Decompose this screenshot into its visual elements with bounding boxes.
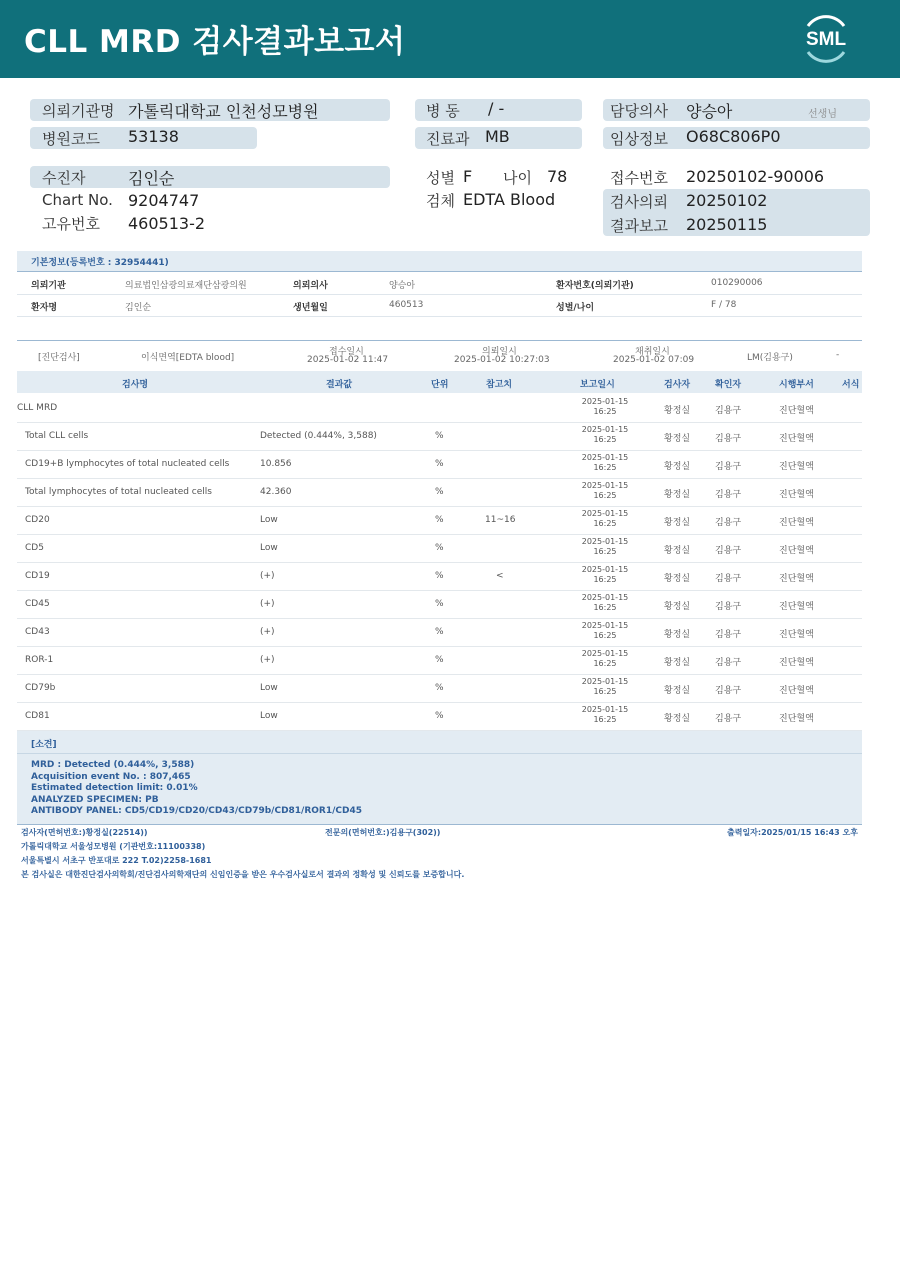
exam-collect-value: 2025-01-02 07:09 — [613, 355, 695, 365]
row-result: 42.360 — [260, 487, 292, 497]
col-ref: 참고치 — [486, 380, 513, 390]
exam-category: [진단검사] — [38, 353, 80, 363]
row-result: (+) — [260, 599, 275, 609]
institution-value: 가톨릭대학교 인천성모병원 — [128, 102, 319, 121]
id-label: 고유번호 — [42, 215, 100, 233]
basic-sexage-label: 성별/나이 — [556, 303, 595, 313]
report-label: 결과보고 — [610, 217, 668, 235]
footer-lab: 가톨릭대학교 서울성모병원 (기관번호:11100338) — [21, 842, 206, 851]
exam-receipt-label: 접수일시 — [329, 347, 364, 357]
table-row — [17, 702, 862, 731]
row-checker: 김용구 — [715, 602, 742, 612]
row-test-name: ROR-1 — [25, 655, 54, 665]
row-result: Detected (0.444%, 3,588) — [260, 431, 377, 441]
findings-line: MRD : Detected (0.444%, 3,588) — [31, 760, 195, 770]
row-dept: 진단혈액 — [779, 518, 814, 528]
basic-info-title: 기본정보(등록번호 : 32954441) — [31, 258, 169, 268]
logo-text: SML — [805, 29, 847, 50]
sex-label: 성별 — [426, 169, 455, 187]
table-row — [17, 562, 862, 591]
table-row — [17, 478, 862, 507]
row-report-date: 2025-01-15 16:25 — [581, 621, 629, 640]
row-result: Low — [260, 683, 278, 693]
col-test-name: 검사명 — [122, 380, 149, 390]
row-unit: % — [435, 487, 444, 497]
row-test-name: CD45 — [25, 599, 50, 609]
row-report-date: 2025-01-15 16:25 — [581, 397, 629, 416]
row-checker: 김용구 — [715, 714, 742, 724]
exam-dash: - — [836, 350, 840, 360]
doctor-label: 담당의사 — [610, 102, 668, 120]
table-row — [17, 590, 862, 619]
ward-label: 병 동 — [426, 102, 460, 120]
row-dept: 진단혈액 — [779, 462, 814, 472]
basic-doc-label: 의뢰의사 — [293, 281, 328, 291]
row-test-name: CD20 — [25, 515, 50, 525]
col-result: 결과값 — [326, 380, 353, 390]
report-value: 20250115 — [686, 215, 768, 234]
footer-tester: 검사자(면허번호:)황정실(22514)) — [21, 828, 148, 837]
row-checker: 김용구 — [715, 630, 742, 640]
row-tester: 황정실 — [664, 406, 691, 416]
hospital-code-label: 병원코드 — [42, 130, 100, 148]
row-test-name: CD79b — [25, 683, 56, 693]
request-label: 검사의뢰 — [610, 193, 668, 211]
footer-address: 서울특별시 서초구 반포대로 222 T.02)2258-1681 — [21, 856, 212, 865]
row-test-name: CD19 — [25, 571, 50, 581]
row-result: (+) — [260, 571, 275, 581]
exam-request-label: 의뢰일시 — [482, 347, 517, 357]
receipt-value: 20250102-90006 — [686, 167, 825, 186]
row-result: Low — [260, 543, 278, 553]
col-checker: 확인자 — [715, 380, 742, 390]
basic-name-label: 환자명 — [31, 303, 58, 313]
clinical-value: O68C806P0 — [686, 127, 781, 146]
hospital-code-value: 53138 — [128, 127, 179, 146]
row-ref: 11~16 — [485, 515, 516, 525]
row-unit: % — [435, 655, 444, 665]
table-row — [17, 422, 862, 451]
chart-label: Chart No. — [42, 191, 113, 209]
row-checker: 김용구 — [715, 686, 742, 696]
findings-body — [17, 754, 862, 824]
row-tester: 황정실 — [664, 434, 691, 444]
row-dept: 진단혈액 — [779, 546, 814, 556]
divider — [17, 271, 862, 272]
dept-value: MB — [485, 127, 510, 146]
basic-info-header — [17, 251, 862, 272]
table-row — [17, 534, 862, 563]
basic-birth-value: 460513 — [389, 300, 424, 310]
receipt-label: 접수번호 — [610, 169, 668, 187]
report-header — [0, 0, 900, 78]
basic-inst-value: 의료법인삼광의료재단삼광의원 — [125, 281, 247, 291]
exam-receipt-value: 2025-01-02 11:47 — [307, 355, 389, 365]
table-row — [17, 450, 862, 479]
basic-pno-value: 010290006 — [711, 278, 763, 288]
institution-label: 의뢰기관명 — [42, 102, 115, 120]
findings-line: ANALYZED SPECIMEN: PB — [31, 794, 159, 805]
row-test-name: CD5 — [25, 543, 44, 553]
row-report-date: 2025-01-15 16:25 — [581, 649, 629, 668]
sml-logo — [796, 12, 856, 66]
report-title: CLL MRD 검사결과보고서 — [24, 24, 406, 60]
findings-line: Acquisition event No. : 807,465 — [31, 771, 191, 782]
row-tester: 황정실 — [664, 546, 691, 556]
specimen-value: EDTA Blood — [463, 190, 556, 209]
basic-name-value: 김인순 — [125, 303, 152, 313]
row-unit: % — [435, 543, 444, 553]
clinical-label: 임상정보 — [610, 130, 668, 148]
doctor-suffix: 선생님 — [808, 109, 837, 120]
ward-value: / - — [488, 99, 505, 118]
row-report-date: 2025-01-15 16:25 — [581, 453, 629, 472]
row-tester: 황정실 — [664, 462, 691, 472]
row-dept: 진단혈액 — [779, 602, 814, 612]
table-row — [17, 506, 862, 535]
row-dept: 진단혈액 — [779, 686, 814, 696]
row-checker: 김용구 — [715, 658, 742, 668]
footer-printed: 출력일자:2025/01/15 16:43 오후 — [727, 828, 858, 837]
row-unit: % — [435, 627, 444, 637]
table-row — [17, 646, 862, 675]
basic-sexage-value: F / 78 — [711, 300, 737, 310]
row-report-date: 2025-01-15 16:25 — [581, 565, 629, 584]
doctor-value: 양승아 — [686, 102, 733, 121]
row-result: (+) — [260, 627, 275, 637]
col-form: 서식 — [842, 380, 860, 390]
row-tester: 황정실 — [664, 518, 691, 528]
divider — [17, 316, 862, 317]
patient-label: 수진자 — [42, 169, 86, 187]
row-test-name: CD43 — [25, 627, 50, 637]
row-test-name: CLL MRD — [17, 403, 58, 413]
row-unit: % — [435, 515, 444, 525]
exam-request-value: 2025-01-02 10:27:03 — [454, 355, 550, 365]
row-report-date: 2025-01-15 16:25 — [581, 425, 629, 444]
chart-value: 9204747 — [128, 191, 200, 210]
exam-specimen: 이식면역[EDTA blood] — [141, 353, 235, 363]
row-unit: % — [435, 599, 444, 609]
exam-collect-label: 채취일시 — [635, 347, 670, 357]
row-dept: 진단혈액 — [779, 434, 814, 444]
row-tester: 황정실 — [664, 658, 691, 668]
row-checker: 김용구 — [715, 574, 742, 584]
footer-cert: 본 검사실은 대한진단검사의학회/진단검사의학재단의 신임인증을 받은 우수검사실로서 결과의 정확성 및 신뢰도를 보증합니다. — [21, 870, 465, 879]
row-unit: % — [435, 459, 444, 469]
row-dept: 진단혈액 — [779, 490, 814, 500]
findings-header — [17, 731, 862, 754]
basic-birth-label: 생년월일 — [293, 303, 328, 313]
row-report-date: 2025-01-15 16:25 — [581, 509, 629, 528]
row-dept: 진단혈액 — [779, 658, 814, 668]
id-value: 460513-2 — [128, 214, 206, 233]
age-value: 78 — [547, 167, 568, 186]
row-checker: 김용구 — [715, 518, 742, 528]
findings-line: Estimated detection limit: 0.01% — [31, 783, 198, 793]
col-dept: 시행부서 — [779, 380, 814, 390]
row-unit: % — [435, 431, 444, 441]
col-report-date: 보고일시 — [580, 380, 615, 390]
row-test-name: Total CLL cells — [25, 431, 89, 441]
row-checker: 김용구 — [715, 406, 742, 416]
row-test-name: Total lymphocytes of total nucleated cells — [25, 487, 212, 497]
basic-pno-label: 환자번호(의뢰기관) — [556, 281, 634, 291]
row-test-name: CD81 — [25, 711, 50, 721]
row-tester: 황정실 — [664, 602, 691, 612]
row-unit: % — [435, 711, 444, 721]
basic-doc-value: 양승아 — [389, 281, 416, 291]
col-tester: 검사자 — [664, 380, 691, 390]
row-report-date: 2025-01-15 16:25 — [581, 593, 629, 612]
patient-value: 김인순 — [128, 169, 175, 188]
row-tester: 황정실 — [664, 714, 691, 724]
row-result: 10.856 — [260, 459, 292, 469]
divider — [17, 824, 862, 825]
row-ref: < — [496, 571, 504, 581]
row-result: Low — [260, 515, 278, 525]
row-dept: 진단혈액 — [779, 574, 814, 584]
row-result: Low — [260, 711, 278, 721]
col-unit: 단위 — [431, 380, 449, 390]
row-dept: 진단혈액 — [779, 630, 814, 640]
table-row — [17, 394, 862, 423]
table-row — [17, 618, 862, 647]
row-test-name: CD19+B lymphocytes of total nucleated cells — [25, 459, 230, 469]
age-label: 나이 — [503, 169, 532, 187]
row-dept: 진단혈액 — [779, 714, 814, 724]
row-unit: % — [435, 683, 444, 693]
row-checker: 김용구 — [715, 434, 742, 444]
dept-label: 진료과 — [426, 130, 470, 148]
row-tester: 황정실 — [664, 574, 691, 584]
row-unit: % — [435, 571, 444, 581]
row-checker: 김용구 — [715, 546, 742, 556]
row-tester: 황정실 — [664, 490, 691, 500]
row-result: (+) — [260, 655, 275, 665]
row-report-date: 2025-01-15 16:25 — [581, 481, 629, 500]
row-report-date: 2025-01-15 16:25 — [581, 705, 629, 724]
row-report-date: 2025-01-15 16:25 — [581, 537, 629, 556]
row-report-date: 2025-01-15 16:25 — [581, 677, 629, 696]
specimen-label: 검체 — [426, 192, 455, 210]
exam-lm: LM(김용구) — [747, 353, 793, 363]
row-checker: 김용구 — [715, 462, 742, 472]
sex-value: F — [463, 167, 473, 186]
divider — [17, 340, 862, 341]
findings-title: [소견] — [31, 740, 57, 750]
findings-line: ANTIBODY PANEL: CD5/CD19/CD20/CD43/CD79b/CD81/ROR1/CD45 — [31, 806, 363, 816]
divider — [17, 294, 862, 295]
footer-specialist: 전문의(면허번호:)김용구(302)) — [325, 828, 441, 837]
row-dept: 진단혈액 — [779, 406, 814, 416]
table-row — [17, 674, 862, 703]
row-tester: 황정실 — [664, 630, 691, 640]
request-value: 20250102 — [686, 191, 768, 210]
basic-inst-label: 의뢰기관 — [31, 281, 66, 291]
results-column-header — [17, 371, 862, 393]
row-tester: 황정실 — [664, 686, 691, 696]
row-checker: 김용구 — [715, 490, 742, 500]
